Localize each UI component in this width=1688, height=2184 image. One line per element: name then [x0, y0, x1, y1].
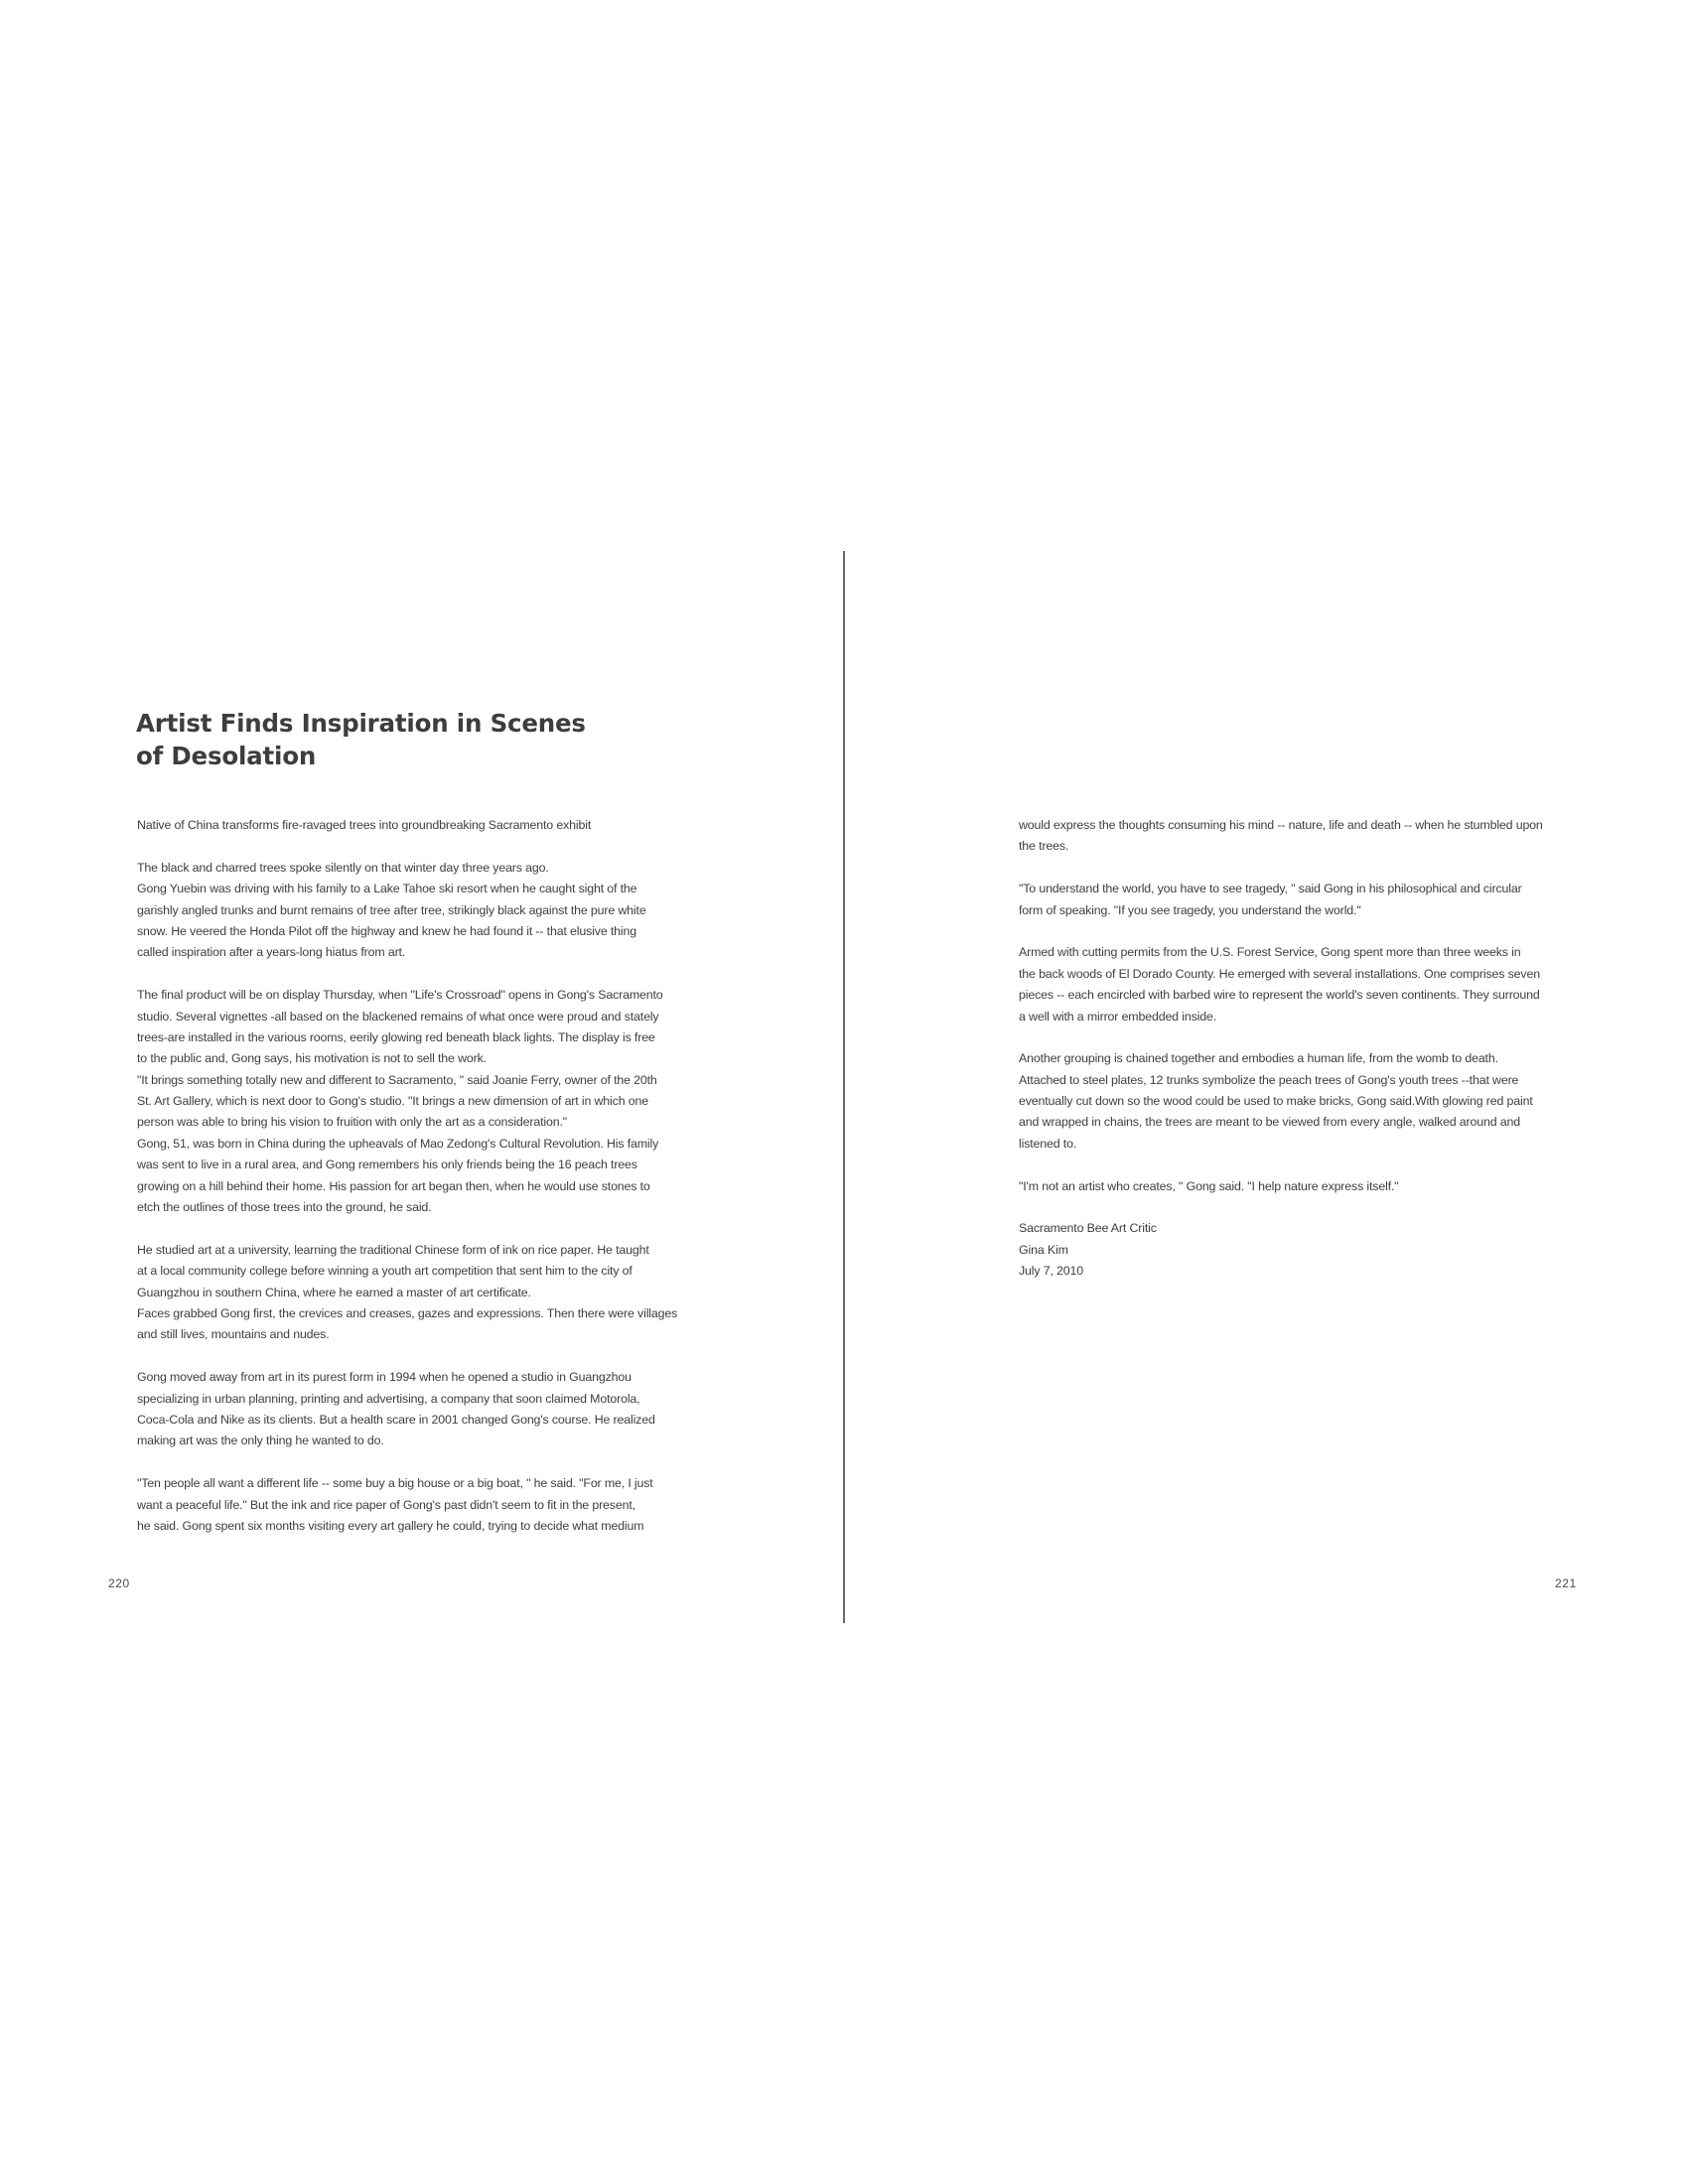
- text-line: etch the outlines of those trees into the ground, he said.: [137, 1200, 432, 1215]
- paragraph-gap: [137, 1346, 688, 1367]
- text-line: the trees.: [1019, 839, 1069, 854]
- text-line: growing on a hill behind their home. His passion for art began then, when he would use stones to: [137, 1178, 650, 1193]
- right-text-column: [1019, 815, 1570, 1283]
- text-line: Gong, 51, was born in China during the upheavals of Mao Zedong's Cultural Revolution. His family: [137, 1136, 659, 1151]
- text-line: snow. He veered the Honda Pilot off the highway and knew he had found it -- that elusive thing: [137, 923, 636, 938]
- text-line: Gong Yuebin was driving with his family to a Lake Tahoe ski resort when he caught sight of the: [137, 882, 637, 896]
- text-line: Guangzhou in southern China, where he earned a master of art certificate.: [137, 1285, 531, 1299]
- article-subtitle: Native of China transforms fire-ravaged trees into groundbreaking Sacramento exhibit: [137, 818, 592, 832]
- text-line: The final product will be on display Thursday, when "Life's Crossroad" opens in Gong's Sacramento: [137, 988, 663, 1003]
- text-line: making art was the only thing he wanted to do.: [137, 1433, 384, 1448]
- left-page: [0, 0, 843, 2184]
- title-line: Artist Finds Inspiration in Scenes: [136, 709, 586, 738]
- left-body-text: [137, 858, 688, 1538]
- text-line: form of speaking. "If you see tragedy, you understand the world.": [1019, 902, 1361, 917]
- right-page: [845, 0, 1688, 2184]
- paragraph-gap: [137, 1452, 688, 1473]
- text-line: The black and charred trees spoke silently on that winter day three years ago.: [137, 860, 549, 875]
- page-number-left: 220: [108, 1576, 130, 1590]
- text-line: garishly angled trunks and burnt remains of tree after tree, strikingly black against the pure white: [137, 902, 646, 917]
- text-line: person was able to bring his vision to fruition with only the art as a consideration.": [137, 1115, 567, 1130]
- text-line: pieces -- each encircled with barbed wire to represent the world's seven continents. They surround: [1019, 988, 1540, 1003]
- text-line: St. Art Gallery, which is next door to Gong's studio. "It brings a new dimension of art in which one: [137, 1094, 648, 1109]
- text-line: "It brings something totally new and different to Sacramento, " said Joanie Ferry, owner of the 20th: [137, 1072, 657, 1087]
- text-line: Gong moved away from art in its purest form in 1994 when he opened a studio in Guangzhou: [137, 1370, 632, 1385]
- paragraph-gap: [137, 1218, 688, 1239]
- right-body-text: [1019, 815, 1570, 1283]
- left-text-column: [137, 815, 688, 1537]
- paragraph-gap: [1019, 858, 1570, 879]
- text-line: "To understand the world, you have to see tragedy, " said Gong in his philosophical and circular: [1019, 882, 1522, 896]
- text-line: Sacramento Bee Art Critic: [1019, 1221, 1157, 1236]
- text-line: trees-are installed in the various rooms, eerily glowing red beneath black lights. The display is free: [137, 1029, 655, 1044]
- text-line: at a local community college before winning a youth art competition that sent him to the city of: [137, 1264, 633, 1279]
- text-line: to the public and, Gong says, his motivation is not to sell the work.: [137, 1051, 487, 1066]
- title-line: of Desolation: [136, 742, 317, 770]
- text-line: "I'm not an artist who creates, " Gong said. "I help nature express itself.": [1019, 1178, 1399, 1193]
- text-line: was sent to live in a rural area, and Gong remembers his only friends being the 16 peach trees: [137, 1158, 637, 1172]
- text-line: Coca-Cola and Nike as its clients. But a health scare in 2001 changed Gong's course. He realized: [137, 1412, 655, 1427]
- page-number-right: 221: [1555, 1576, 1577, 1590]
- text-line: He studied art at a university, learning the traditional Chinese form of ink on rice paper. He taught: [137, 1242, 649, 1257]
- article-title: [136, 707, 593, 772]
- text-line: Attached to steel plates, 12 trunks symbolize the peach trees of Gong's youth trees --that were: [1019, 1072, 1519, 1087]
- text-line: would express the thoughts consuming his mind -- nature, life and death -- when he stumbled upon: [1019, 818, 1543, 832]
- text-line: a well with a mirror embedded inside.: [1019, 1009, 1216, 1024]
- text-line: want a peaceful life." But the ink and rice paper of Gong's past didn't seem to fit in the present,: [137, 1497, 635, 1512]
- text-line: the back woods of El Dorado County. He emerged with several installations. One comprises seven: [1019, 966, 1540, 981]
- paragraph-gap: [1019, 1155, 1570, 1175]
- text-line: July 7, 2010: [1019, 1264, 1084, 1279]
- text-line: specializing in urban planning, printing and advertising, a company that soon claimed Motorola,: [137, 1391, 640, 1406]
- paragraph-gap: [1019, 1027, 1570, 1048]
- text-line: Faces grabbed Gong first, the crevices and creases, gazes and expressions. Then there were villages: [137, 1305, 678, 1320]
- text-line: and wrapped in chains, the trees are meant to be viewed from every angle, walked around and: [1019, 1115, 1521, 1130]
- paragraph-gap: [1019, 921, 1570, 942]
- text-line: studio. Several vignettes -all based on the blackened remains of what once were proud and stately: [137, 1009, 659, 1024]
- text-line: and still lives, mountains and nudes.: [137, 1327, 330, 1342]
- text-line: he said. Gong spent six months visiting every art gallery he could, trying to decide what medium: [137, 1518, 644, 1533]
- paragraph-gap: [137, 964, 688, 985]
- text-line: Gina Kim: [1019, 1242, 1068, 1257]
- text-line: listened to.: [1019, 1136, 1077, 1151]
- text-line: Armed with cutting permits from the U.S. Forest Service, Gong spent more than three weeks in: [1019, 945, 1521, 960]
- text-line: called inspiration after a years-long hiatus from art.: [137, 945, 406, 960]
- text-line: eventually cut down so the wood could be used to make bricks, Gong said.With glowing red paint: [1019, 1094, 1533, 1109]
- text-line: "Ten people all want a different life -- some buy a big house or a big boat, " he said. "For me, I just: [137, 1476, 653, 1491]
- paragraph-gap: [1019, 1197, 1570, 1218]
- text-line: Another grouping is chained together and embodies a human life, from the womb to death.: [1019, 1051, 1498, 1066]
- paragraph-gap: [137, 836, 688, 857]
